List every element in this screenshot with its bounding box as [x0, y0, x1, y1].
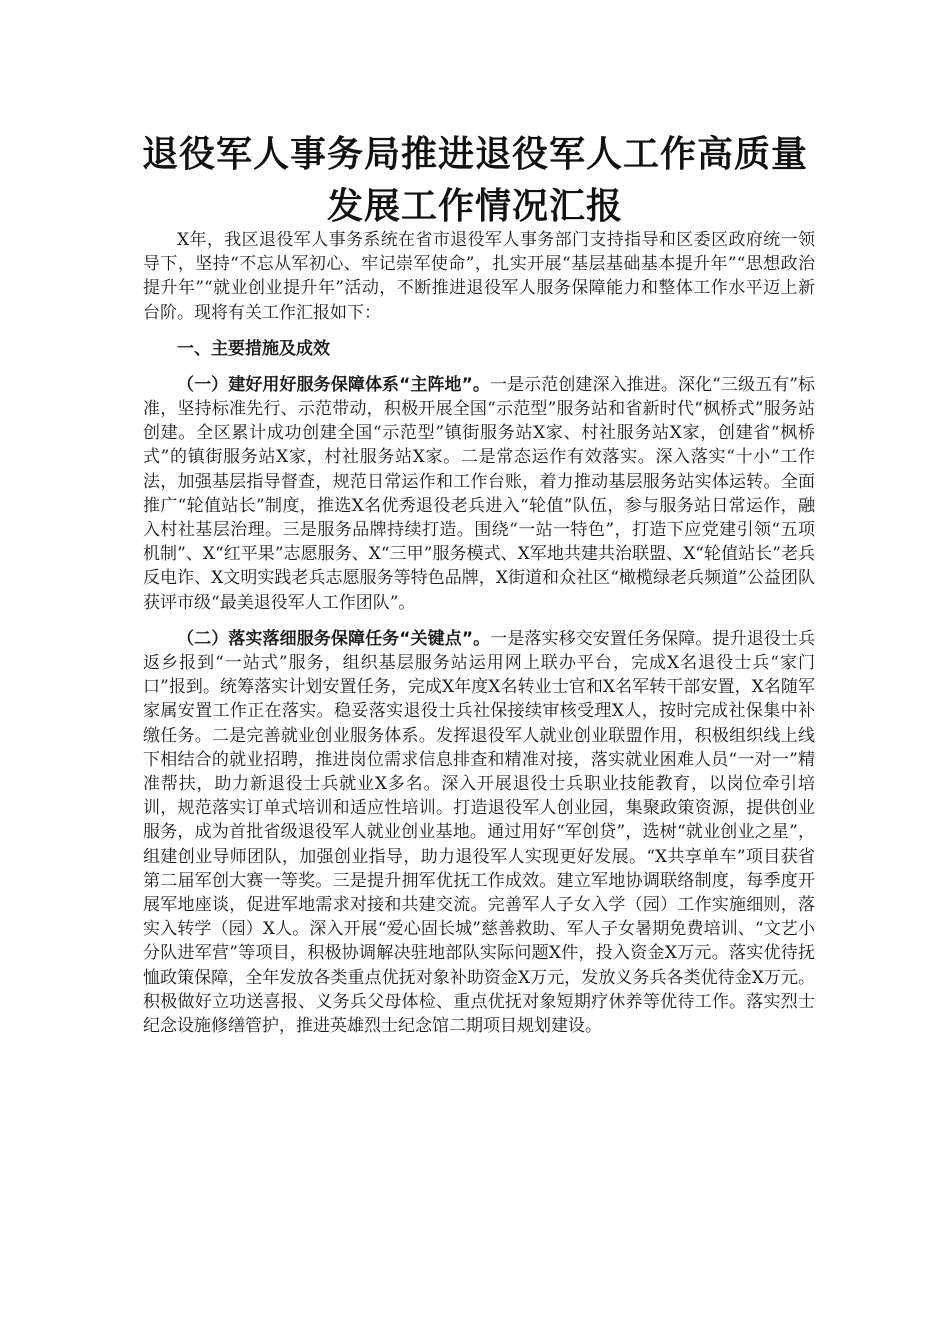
title-line-2: 发展工作情况汇报: [326, 185, 623, 227]
subsection-2-paragraph: [143, 627, 815, 1038]
subsection-2-heading: （二）落实落细服务保障任务“关键点”。: [177, 628, 491, 649]
document-body: [143, 228, 815, 1038]
subsection-2-text: 一是落实移交安置任务保障。提升退役士兵返乡报到“一站式”服务，组织基层服务站运用网上联办平台，完成X名退役士兵“家门口”报到。统筹落实计划安置任务，完成X年度X名转业士官和X名军转干部安置，X名随军家属安置工作正在落实。稳妥落实退役士兵社保接续审核受理X人，按时完成社保集中补缴任务。二是完善就业创业服务体系。发挥退役军人就业创业联盟作用，积极组织线上线下相结合的就业招聘，推进岗位需求信息排查和精准对接，落实就业困难人员“一对一”精准帮扶，助力新退役士兵就业X多名。深入开展退役士兵职业技能教育，以岗位牵引培训，规范落实订单式培训和适应性培训。打造退役军人创业园，集聚政策资源，提供创业服务，成为首批省级退役军人就业创业基地。通过用好“军创贷”，选树“就业创业之星”，组建创业导师团队，加强创业指导，助力退役军人实现更好发展。“X共享单车”项目获省第二届军创大赛一等奖。三是提升拥军优抚工作成效。建立军地协调联络制度，每季度开展军地座谈，促进军地需求对接和共建交流。完善军人子女入学（园）工作实施细则，落实入转学（园）X人。深入开展“爱心固长城”慈善救助、军人子女暑期免费培训、“文艺小分队进军营”等项目，积极协调解决驻地部队实际问题X件，投入资金X万元。落实优待抚恤政策保障，全年发放各类重点优抚对象补助资金X万元，发放义务兵各类优待金X万元。积极做好立功送喜报、义务兵父母体检、重点优抚对象短期疗休养等优待工作。落实烈士纪念设施修缮管护，推进英雄烈士纪念馆二期项目规划建设。: [143, 628, 815, 1037]
section-heading-1: 一、主要措施及成效: [177, 338, 330, 359]
title-line-1: 退役军人事务局推进退役军人工作高质量: [141, 133, 808, 175]
subsection-1-heading: （一）建好用好服务保障体系“主阵地”。: [177, 374, 490, 395]
subsection-1-text: 一是示范创建深入推进。深化“三级五有”标准，坚持标准先行、示范带动，积极开展全国“示范型”服务站和省新时代“枫桥式”服务站创建。全区累计成功创建全国“示范型”镇街服务站X家、村社服务站X家，创建省“枫桥式”的镇街服务站X家，村社服务站X家。二是常态运作有效落实。深入落实“十小”工作法，加强基层指导督查，规范日常运作和工作台账，着力推动基层服务站实体运转。全面推广“轮值站长”制度，推选X名优秀退役老兵进入“轮值”队伍，参与服务站日常运作，融入村社基层治理。三是服务品牌持续打造。围绕“一站一特色”，打造下应党建引领“五项机制”、X“红平果”志愿服务、X“三甲”服务模式、X军地共建共治联盟、X“轮值站长”老兵反电诈、X文明实践老兵志愿服务等特色品牌，X街道和众社区“橄榄绿老兵频道”公益团队获评市级“最美退役军人工作团队”。: [143, 374, 815, 613]
intro-paragraph: X年，我区退役军人事务系统在省市退役军人事务部门支持指导和区委区政府统一领导下，坚持“不忘从军初心、牢记崇军使命”，扎实开展“基层基础基本提升年”“思想政治提升年”“就业创业提升年”活动，不断推进退役军人服务保障能力和整体工作水平迈上新台阶。现将有关工作汇报如下：: [143, 230, 815, 323]
subsection-1-paragraph: [143, 373, 815, 615]
document-title: [100, 128, 850, 232]
